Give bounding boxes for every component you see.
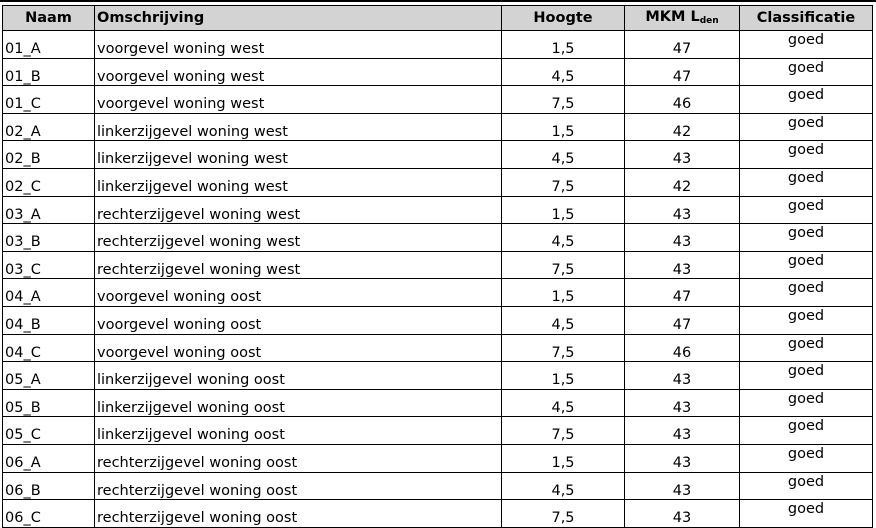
cell-omschrijving: rechterzijgevel woning west (95, 224, 502, 252)
cell-hoogte: 1,5 (502, 196, 625, 224)
header-mkm-label: MKM L (645, 9, 700, 25)
header-mkm-subscript: den (699, 16, 719, 26)
cell-naam: 04_A (3, 279, 95, 307)
table-row (3, 86, 873, 114)
cell-omschrijving: voorgevel woning west (95, 86, 502, 114)
cell-hoogte: 7,5 (502, 417, 625, 445)
cell-mkm: 43 (625, 141, 740, 169)
cell-omschrijving: linkerzijgevel woning oost (95, 389, 502, 417)
cell-classificatie: goed (740, 334, 873, 362)
cell-mkm: 43 (625, 196, 740, 224)
table-row (3, 113, 873, 141)
table-row (3, 500, 873, 528)
cell-omschrijving: linkerzijgevel woning west (95, 168, 502, 196)
cell-hoogte: 4,5 (502, 224, 625, 252)
cell-naam: 02_B (3, 141, 95, 169)
cell-classificatie: goed (740, 444, 873, 472)
cell-hoogte: 1,5 (502, 113, 625, 141)
cell-omschrijving: rechterzijgevel woning oost (95, 444, 502, 472)
cell-mkm: 47 (625, 31, 740, 59)
cell-mkm: 42 (625, 168, 740, 196)
cell-omschrijving: rechterzijgevel woning west (95, 251, 502, 279)
cell-mkm: 43 (625, 417, 740, 445)
table-row (3, 279, 873, 307)
cell-omschrijving: voorgevel woning oost (95, 306, 502, 334)
cell-hoogte: 7,5 (502, 500, 625, 528)
cell-mkm: 46 (625, 334, 740, 362)
cell-mkm: 43 (625, 472, 740, 500)
cell-classificatie: goed (740, 168, 873, 196)
cell-naam: 02_C (3, 168, 95, 196)
cell-naam: 02_A (3, 113, 95, 141)
table-row (3, 362, 873, 390)
cell-classificatie: goed (740, 251, 873, 279)
cell-hoogte: 7,5 (502, 251, 625, 279)
cell-hoogte: 7,5 (502, 168, 625, 196)
header-omschrijving: Omschrijving (95, 6, 502, 31)
cell-classificatie: goed (740, 58, 873, 86)
cell-hoogte: 1,5 (502, 31, 625, 59)
cell-mkm: 46 (625, 86, 740, 114)
cell-omschrijving: voorgevel woning west (95, 58, 502, 86)
cell-hoogte: 1,5 (502, 279, 625, 307)
table-row (3, 224, 873, 252)
cell-hoogte: 1,5 (502, 444, 625, 472)
cell-naam: 04_C (3, 334, 95, 362)
cell-omschrijving: linkerzijgevel woning west (95, 141, 502, 169)
header-naam: Naam (3, 6, 95, 31)
cell-hoogte: 4,5 (502, 141, 625, 169)
cell-naam: 01_B (3, 58, 95, 86)
cell-mkm: 47 (625, 306, 740, 334)
cell-naam: 01_C (3, 86, 95, 114)
table-row (3, 334, 873, 362)
cell-classificatie: goed (740, 141, 873, 169)
header-mkm-lden (625, 6, 740, 31)
cell-naam: 05_A (3, 362, 95, 390)
cell-classificatie: goed (740, 113, 873, 141)
cell-naam: 06_C (3, 500, 95, 528)
table-row (3, 196, 873, 224)
cell-mkm: 43 (625, 444, 740, 472)
cell-naam: 06_A (3, 444, 95, 472)
cell-hoogte: 7,5 (502, 334, 625, 362)
cell-mkm: 43 (625, 251, 740, 279)
table-row (3, 31, 873, 59)
table-row (3, 417, 873, 445)
cell-classificatie: goed (740, 86, 873, 114)
table-body (3, 31, 873, 528)
cell-omschrijving: rechterzijgevel woning oost (95, 472, 502, 500)
table-row (3, 306, 873, 334)
cell-naam: 05_B (3, 389, 95, 417)
cell-mkm: 43 (625, 500, 740, 528)
cell-mkm: 43 (625, 389, 740, 417)
cell-hoogte: 4,5 (502, 472, 625, 500)
top-rule (0, 0, 876, 2)
cell-mkm: 47 (625, 58, 740, 86)
table-row (3, 251, 873, 279)
cell-hoogte: 1,5 (502, 362, 625, 390)
cell-hoogte: 4,5 (502, 389, 625, 417)
cell-hoogte: 4,5 (502, 306, 625, 334)
cell-naam: 03_A (3, 196, 95, 224)
cell-classificatie: goed (740, 362, 873, 390)
header-hoogte: Hoogte (502, 6, 625, 31)
cell-classificatie: goed (740, 306, 873, 334)
cell-classificatie: goed (740, 417, 873, 445)
header-row (3, 6, 873, 31)
table-row (3, 141, 873, 169)
table-header (3, 6, 873, 31)
cell-classificatie: goed (740, 500, 873, 528)
cell-classificatie: goed (740, 224, 873, 252)
cell-naam: 04_B (3, 306, 95, 334)
cell-mkm: 43 (625, 224, 740, 252)
cell-omschrijving: rechterzijgevel woning west (95, 196, 502, 224)
cell-naam: 06_B (3, 472, 95, 500)
cell-omschrijving: voorgevel woning oost (95, 279, 502, 307)
header-classificatie: Classificatie (740, 6, 873, 31)
table-row (3, 389, 873, 417)
cell-omschrijving: voorgevel woning oost (95, 334, 502, 362)
cell-classificatie: goed (740, 389, 873, 417)
table-row (3, 168, 873, 196)
cell-mkm: 42 (625, 113, 740, 141)
cell-naam: 05_C (3, 417, 95, 445)
cell-naam: 01_A (3, 31, 95, 59)
table-row (3, 58, 873, 86)
table-row (3, 472, 873, 500)
table-row (3, 444, 873, 472)
cell-hoogte: 4,5 (502, 58, 625, 86)
cell-classificatie: goed (740, 196, 873, 224)
cell-mkm: 47 (625, 279, 740, 307)
cell-naam: 03_C (3, 251, 95, 279)
cell-classificatie: goed (740, 472, 873, 500)
cell-omschrijving: rechterzijgevel woning oost (95, 500, 502, 528)
cell-omschrijving: linkerzijgevel woning oost (95, 362, 502, 390)
cell-classificatie: goed (740, 31, 873, 59)
cell-naam: 03_B (3, 224, 95, 252)
facade-results-table (2, 5, 873, 528)
cell-hoogte: 7,5 (502, 86, 625, 114)
cell-mkm: 43 (625, 362, 740, 390)
cell-omschrijving: voorgevel woning west (95, 31, 502, 59)
cell-omschrijving: linkerzijgevel woning west (95, 113, 502, 141)
cell-omschrijving: linkerzijgevel woning oost (95, 417, 502, 445)
cell-classificatie: goed (740, 279, 873, 307)
